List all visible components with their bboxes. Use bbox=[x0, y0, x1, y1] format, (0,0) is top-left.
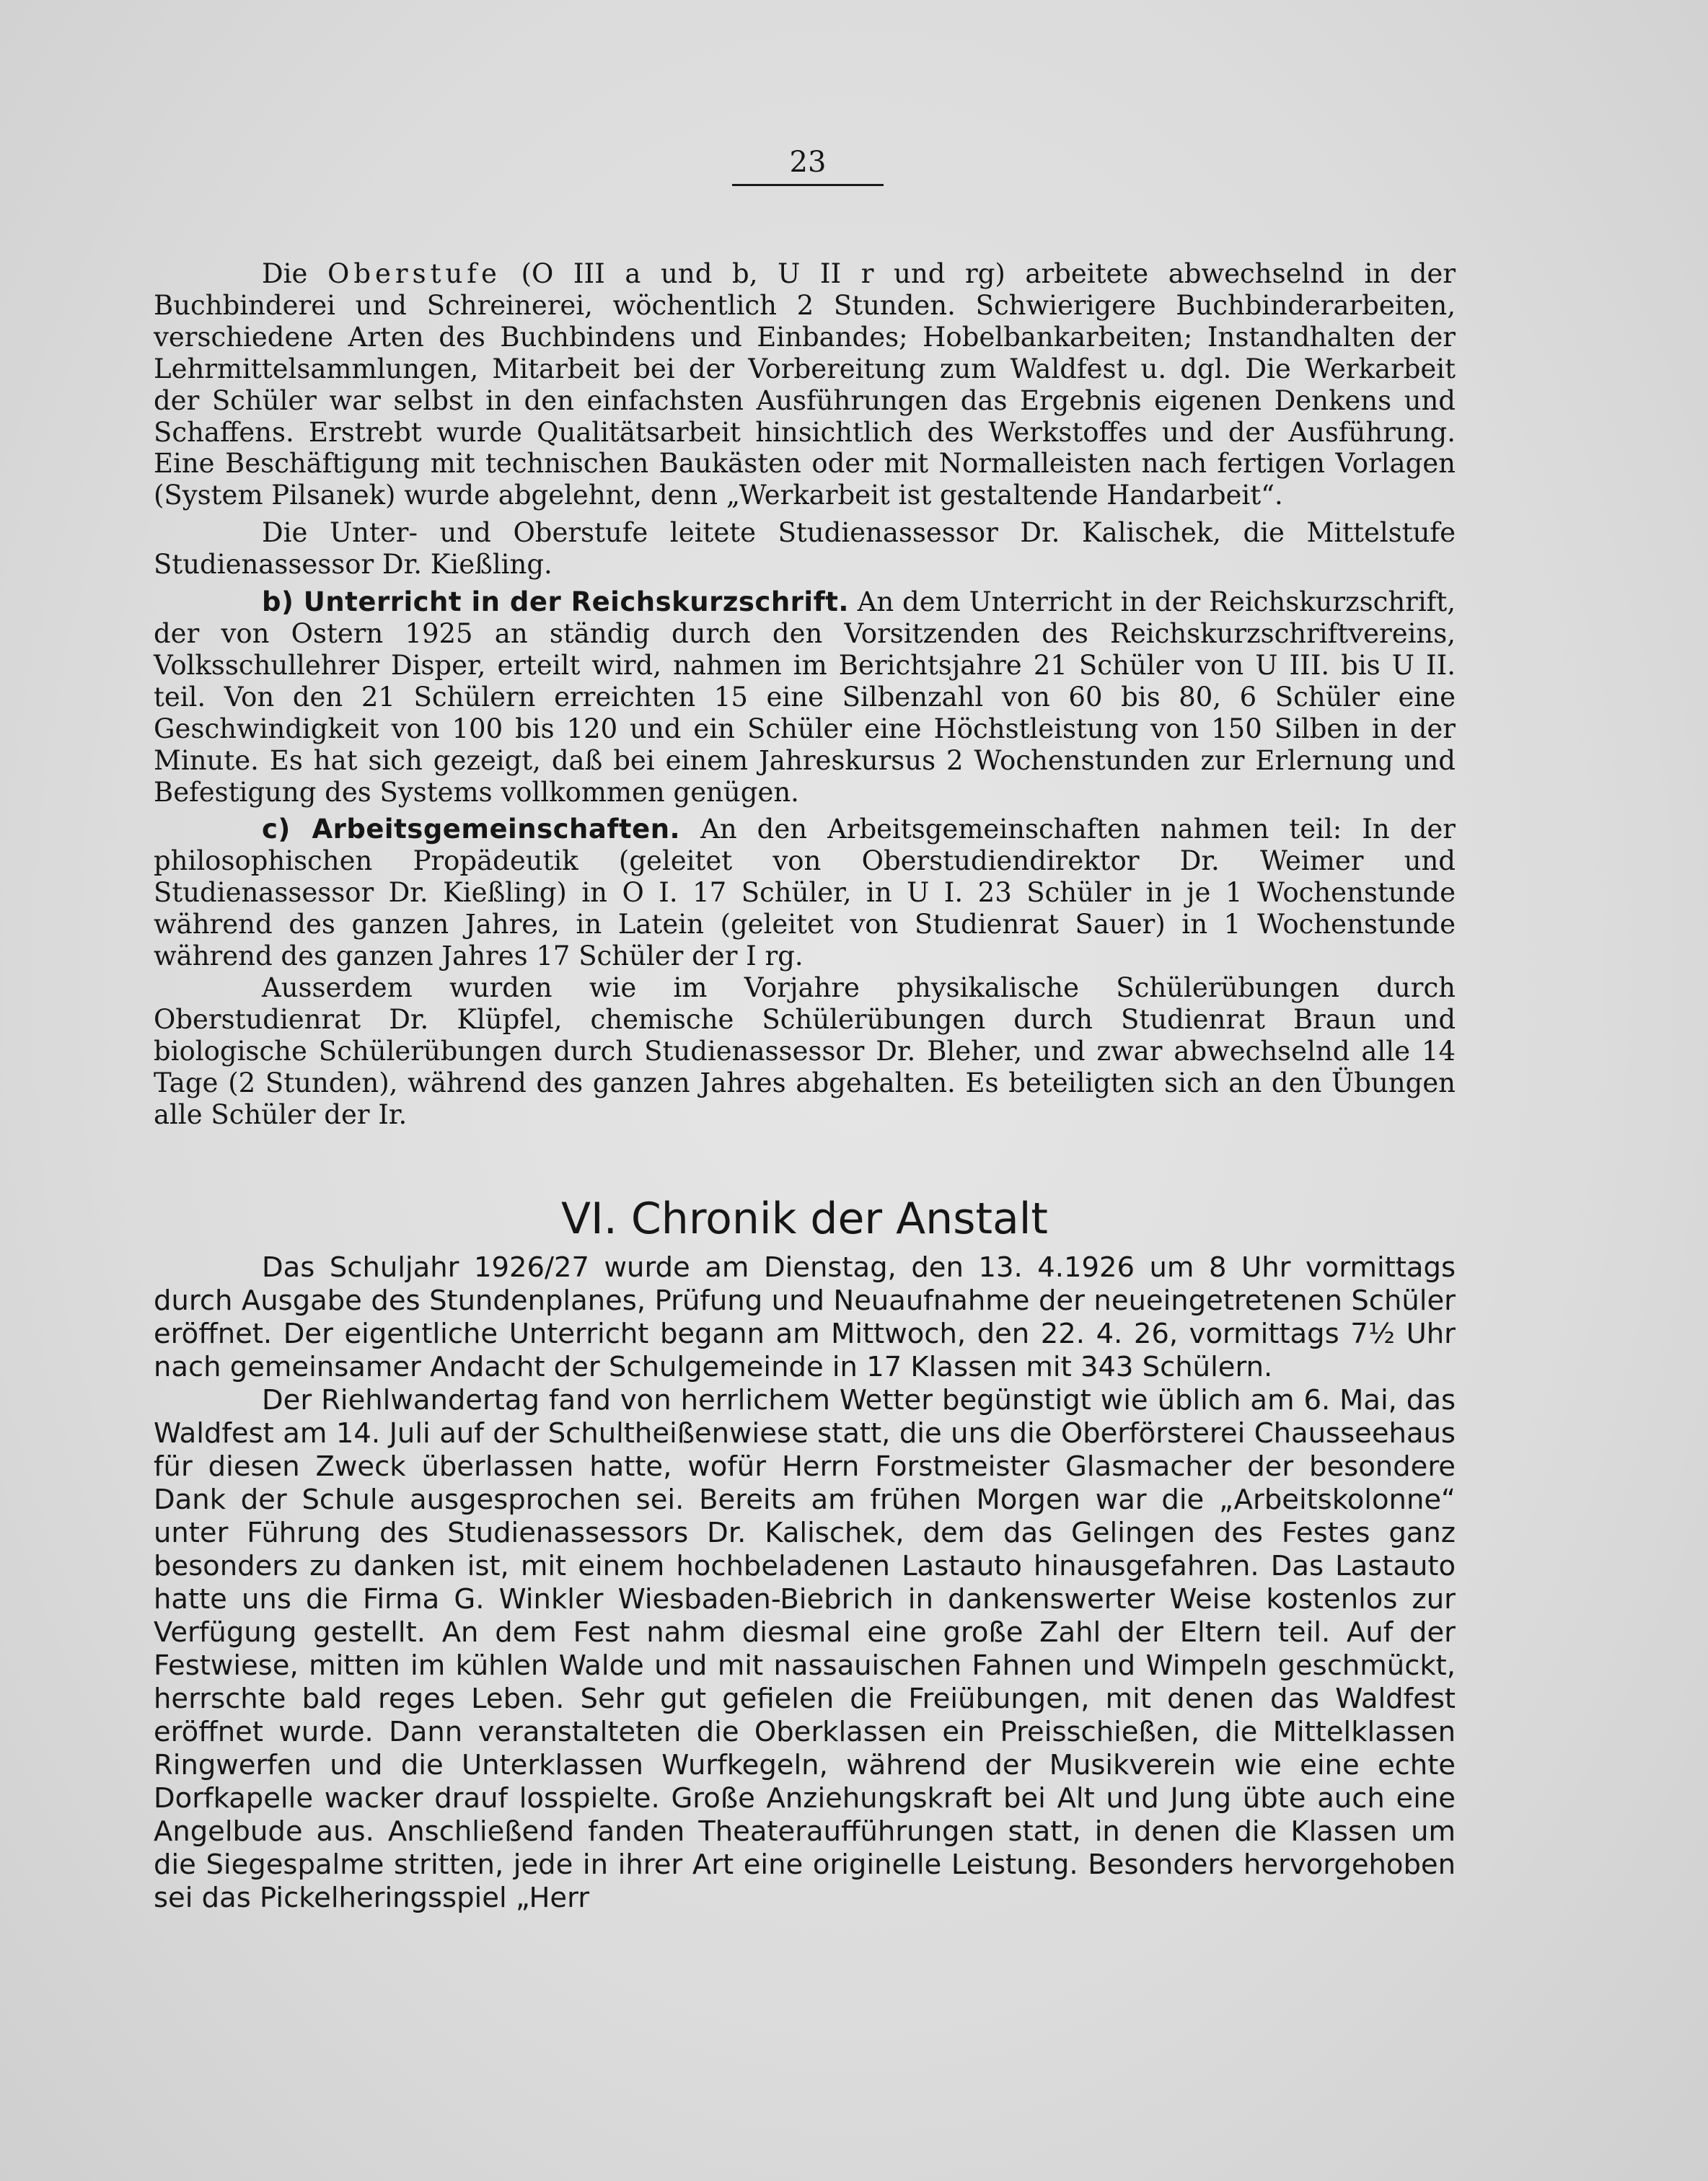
reichskurzschrift-paragraph bbox=[154, 586, 1456, 808]
arbeitsgemeinschaften-body: An den Arbeitsgemeinschaften nahmen teil: In der philosophischen Propädeutik (geleitet von Oberstudiendirektor Dr. Weimer und Studienassessor Dr. Kießling) in O I. 17 Schüler, in U I. 23 Schüler in je 1 Wochenstunde während des ganzen Jahres, in Latein (geleitet von Studienrat Sauer) in 1 Wochenstunde während des ganzen Jahres 17 Schüler der I rg. bbox=[154, 814, 1456, 972]
werkunterricht-body: (O III a und b, U II r und rg) arbeitete abwechselnd in der Buchbinderei und Schreinerei, wöchentlich 2 Stunden. Schwierigere Buchbinderarbeiten, verschiedene Arten des Buchbindens und Einbandes; Hobelbankarbeiten; Instandhalten der Lehrmittelsammlungen, Mitarbeit bei der Vorbereitung zum Waldfest u. dgl. Die Werkarbeit der Schüler war selbst in den einfachsten Ausführungen das Ergebnis eigenen Denkens und Schaffens. Erstrebt wurde Qualitätsarbeit hinsichtlich des Werkstoffes und der Ausführung. Eine Beschäftigung mit technischen Baukästen oder mit Normalleisten nach fertigen Vorlagen (System Pilsanek) wurde abgelehnt, denn „Werkarbeit ist gestaltende Handarbeit“. bbox=[154, 258, 1456, 511]
werkunterricht-section bbox=[154, 258, 1456, 1130]
arbeitsgemeinschaften-heading: c) Arbeitsgemeinschaften. bbox=[262, 814, 681, 845]
reichskurzschrift-body: An dem Unterricht in der Reichskurzschrift, der von Ostern 1925 an ständig durch den Vorsitzenden des Reichskurzschriftvereins, Volksschullehrer Disper, erteilt wird, nahmen im Berichtsjahre 21 Schüler von U III. bis U II. teil. Von den 21 Schülern erreichten 15 eine Silbenzahl von 60 bis 80, 6 Schüler eine Geschwindigkeit von 100 bis 120 und ein Schüler eine Höchstleistung von 150 Silben in der Minute. Es hat sich gezeigt, daß bei einem Jahreskursus 2 Wochenstunden zur Erlernung und Befestigung des Systems vollkommen genügen. bbox=[154, 586, 1456, 808]
chronik-section bbox=[154, 1251, 1456, 1915]
schueleruebungen-paragraph: Ausserdem wurden wie im Vorjahre physikalische Schülerübungen durch Oberstudienrat Dr. Klüpfel, chemische Schülerübungen durch Studienrat Braun und biologische Schülerübungen durch Studienassessor Dr. Bleher, und zwar abwechselnd alle 14 Tage (2 Stunden), während des ganzen Jahres abgehalten. Es beteiligten sich an den Übungen alle Schüler der Ir. bbox=[154, 971, 1456, 1130]
page-number: 23 bbox=[789, 146, 827, 179]
chronik-heading: VI. Chronik der Anstalt bbox=[561, 1194, 1048, 1244]
werkunterricht-pre: Die bbox=[262, 258, 328, 289]
page-number-rule bbox=[732, 184, 884, 186]
werkunterricht-leitung-paragraph: Die Unter- und Oberstufe leitete Studienassessor Dr. Kalischek, die Mittelstufe Studienassessor Dr. Kießling. bbox=[154, 517, 1456, 581]
chronik-paragraph-schuljahr: Das Schuljahr 1926/27 wurde am Dienstag, den 13. 4.1926 um 8 Uhr vormittags durch Ausgabe des Stundenplanes, Prüfung und Neuaufnahme der neueingetretenen Schüler eröffnet. Der eigentliche Unterricht begann am Mittwoch, den 22. 4. 26, vormittags 7½ Uhr nach gemeinsamer Andacht der Schulgemeinde in 17 Klassen mit 343 Schülern. bbox=[154, 1251, 1456, 1383]
oberstufe-lead: Oberstufe bbox=[327, 258, 501, 289]
arbeitsgemeinschaften-paragraph bbox=[154, 814, 1456, 972]
reichskurzschrift-heading: b) Unterricht in der Reichskurzschrift. bbox=[262, 586, 849, 618]
chronik-paragraph-waldfest: Der Riehlwandertag fand von herrlichem Wetter begünstigt wie üblich am 6. Mai, das Waldfest am 14. Juli auf der Schultheißenwiese statt, die uns die Oberförsterei Chausseehaus für diesen Zweck überlassen hatte, wofür Herrn Forstmeister Glasmacher der besondere Dank der Schule ausgesprochen sei. Bereits am frühen Morgen war die „Arbeitskolonne“ unter Führung des Studienassessors Dr. Kalischek, dem das Gelingen des Festes ganz besonders zu danken ist, mit einem hochbeladenen Lastauto hinausgefahren. Das Lastauto hatte uns die Firma G. Winkler Wiesbaden-Biebrich in dankenswerter Weise kostenlos zur Verfügung gestellt. An dem Fest nahm diesmal eine große Zahl der Eltern teil. Auf der Festwiese, mitten im kühlen Walde und mit nassauischen Fahnen und Wimpeln geschmückt, herrschte bald reges Leben. Sehr gut gefielen die Freiübungen, mit denen das Waldfest eröffnet wurde. Dann veranstalteten die Oberklassen ein Preisschießen, die Mittelklassen Ringwerfen und die Unterklassen Wurfkegeln, während der Musikverein wie eine echte Dorfkapelle wacker drauf losspielte. Große Anziehungskraft bei Alt und Jung übte auch eine Angelbude aus. Anschließend fanden Theateraufführungen statt, in denen die Klassen um die Siegespalme stritten, jede in ihrer Art eine originelle Leistung. Besonders hervorgehoben sei das Pickelheringsspiel „Herr bbox=[154, 1384, 1456, 1914]
werkunterricht-paragraph bbox=[154, 258, 1456, 511]
